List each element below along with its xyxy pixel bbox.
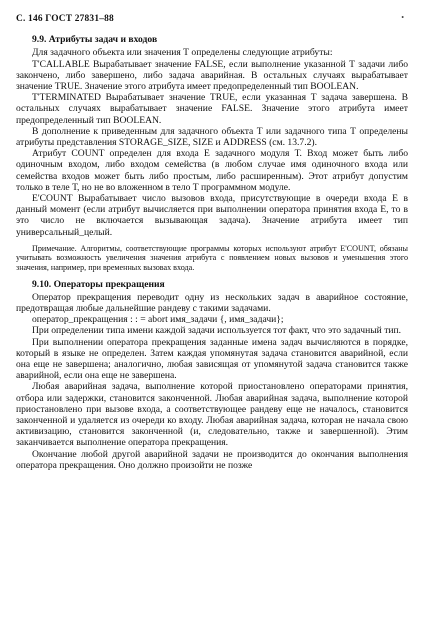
section-heading: 9.9. Атрибуты задач и входов (32, 34, 158, 46)
paragraph: Атрибут COUNT определен для входа Е задачного модуля Т. Вход может быть либо одиночным входом, либо входом семейства (в любом случае имя одиночного входа или семейства входов может быть либо простым, либо расширенным). Этот атрибут допустим только в теле Т, но не во вложенном в тело Т программном модуле. (16, 148, 408, 193)
paragraph: Окончание любой другой аварийной задачи не производится до окончания выполнения оператора прекращения. Оно должно произойти не позже (16, 448, 408, 471)
section-9-9 (16, 34, 408, 272)
paragraph: Любая аварийная задача, выполнение которой приостановлено операторами принятия, отбора или задержки, становится законченной. Любая аварийная задача, выполнение которой приостановлено при вызове входа, а соответствующее рандеву еще не началось, становится законченной и удаляется из очереди ко входу. Любая аварийная задача, которая не начала свою активизацию, становится законченной (и, следовательно, также и завершенной). Этим заканчивается выполнение оператора прекращения. (16, 381, 408, 449)
paragraph: Для задачного объекта или значения Т определены следующие атрибуты: (32, 47, 333, 59)
section-heading: 9.10. Операторы прекращения (32, 278, 165, 290)
paragraph: В дополнение к приведенным для задачного объекта Т или задачного типа Т определены атрибуты представления STORAGE_SIZE, SIZE и ADDRESS (см. 13.7.2). (16, 125, 408, 149)
paragraph: T'TERMINATED Вырабатывает значение TRUE, если указанная Т задача завершена. В остальных случаях вырабатывает значение FALSE. Значение этого атрибута имеет предопределенный тип BOOLEAN. (16, 92, 408, 126)
section-9-10 (16, 279, 408, 471)
paragraph: Оператор прекращения переводит одну из нескольких задач в аварийное состояние, предотвращая любые дальнейшие рандеву с такими задачами. (16, 291, 408, 315)
margin-mark: • (401, 13, 404, 22)
note: Примечание. Алгоритмы, соответствующие программы которых используют атрибут E'COUNT, обязаны учитывать возможность увеличения значения атрибута с появлением новых вызовов и уменьшения этого значения, например, при временных вызовах входа. (16, 243, 408, 273)
paragraph: T'CALLABLE Вырабатывает значение FALSE, если выполнение указанной Т задачи либо закончено, либо завершено, либо задача аварийная. В остальных случаях вырабатывает значение TRUE. Значение этого атрибута имеет предопределенный тип BOOLEAN. (16, 58, 408, 93)
paragraph: E'COUNT Вырабатывает число вызовов входа, присутствующие в очереди входа Е в данный момент (если атрибут вычисляется при выполнении оператора принятия входа Е, то в это число не включается вызывающая задача). Значение атрибута имеет тип универсальный_целый. (16, 193, 408, 238)
syntax-rule: оператор_прекращения : : = abort имя_задачи {, имя_задачи}; (32, 314, 284, 326)
paragraph: При определении типа имени каждой задачи используется тот факт, что это задачный тип. (32, 325, 402, 337)
page-header: С. 146 ГОСТ 27831–88 (16, 14, 114, 24)
paragraph: При выполнении оператора прекращения заданные имена задач вычисляются в порядке, который в языке не определен. Затем каждая упомянутая задача становится аварийной, если она еще не завершена; аналогично, любая зависящая от упомянутой задача становится также аварийной, если она еще не завершена. (16, 336, 408, 382)
